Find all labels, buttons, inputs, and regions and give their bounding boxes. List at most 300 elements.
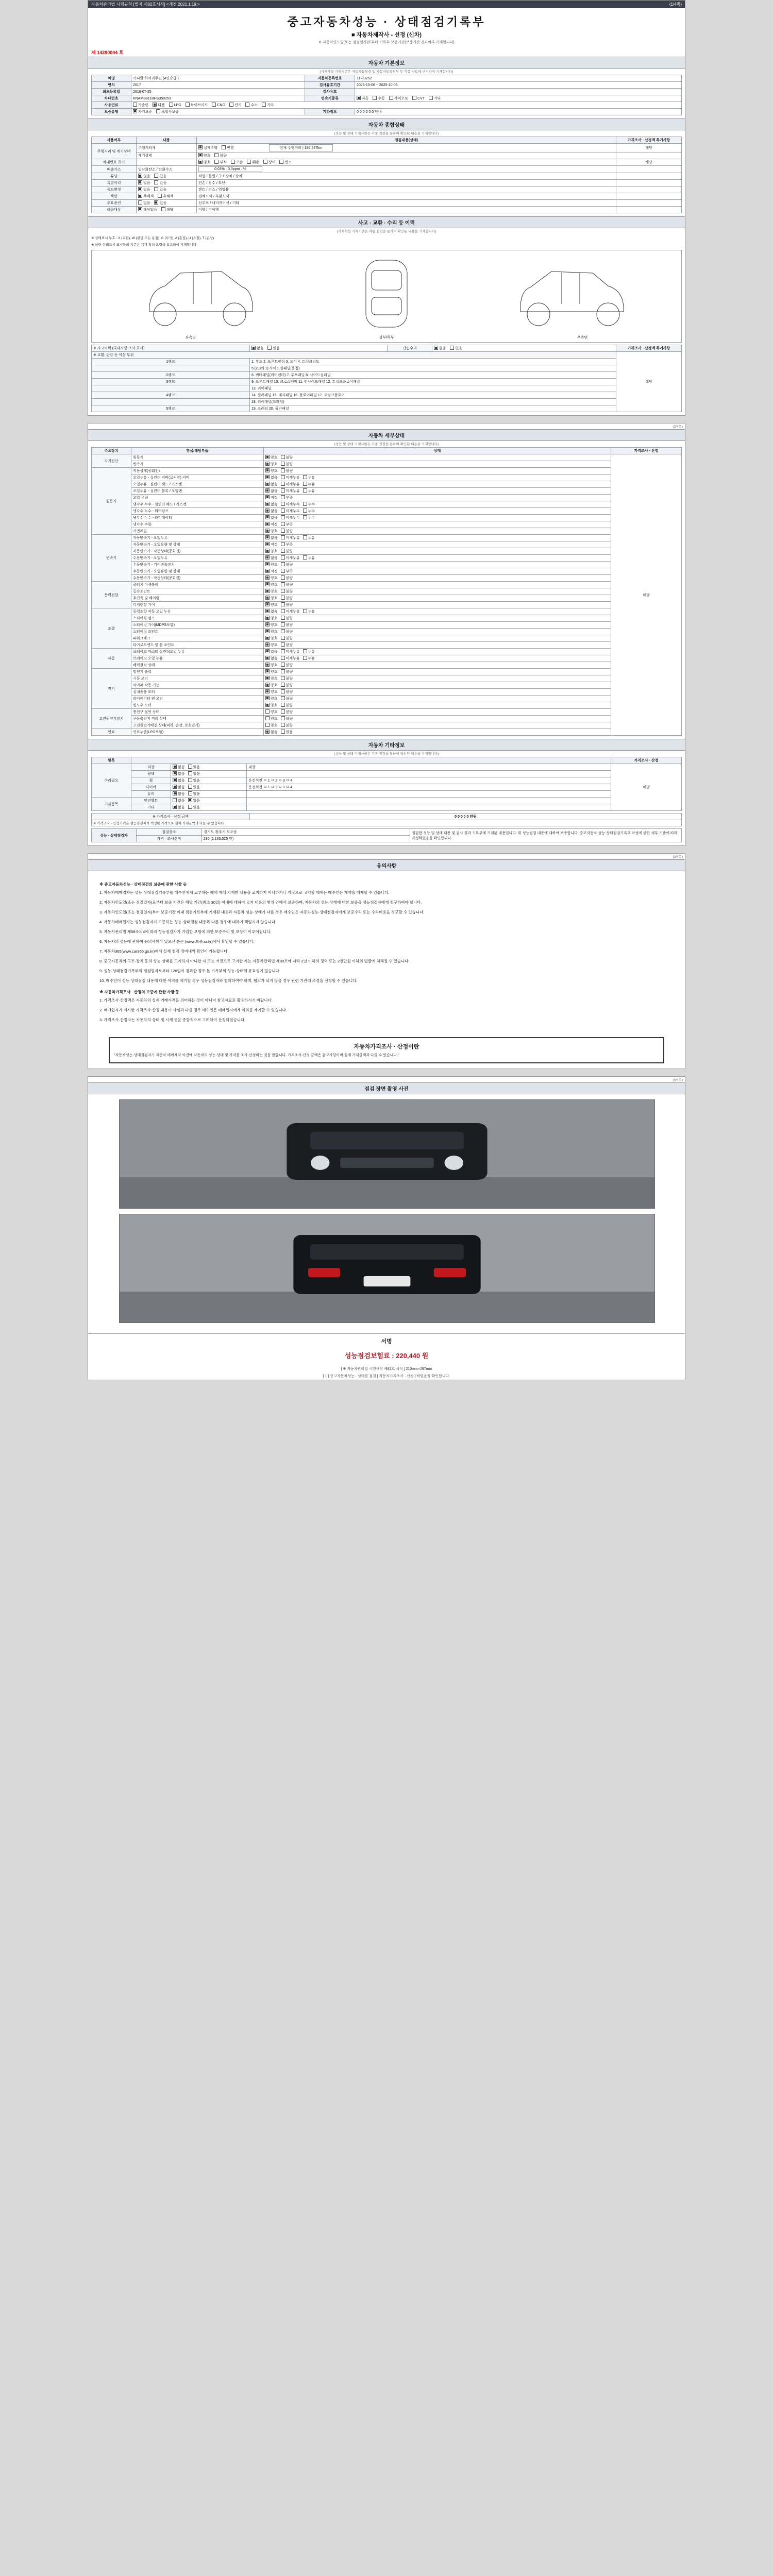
detail-item-options[interactable] bbox=[264, 501, 611, 508]
transmission-option[interactable]: 자동 bbox=[357, 96, 369, 101]
etc-option[interactable]: 있음 bbox=[188, 805, 200, 810]
detail-option[interactable]: 없음 bbox=[265, 515, 278, 520]
detail-item-options[interactable] bbox=[264, 495, 611, 501]
warranty-option[interactable]: 자기보증 bbox=[133, 109, 152, 114]
checkbox-icon[interactable] bbox=[281, 676, 285, 680]
checkbox-icon[interactable] bbox=[265, 582, 270, 586]
checkbox-icon[interactable] bbox=[281, 468, 285, 472]
detail-item-options[interactable] bbox=[264, 595, 611, 602]
overall-name-4[interactable] bbox=[137, 173, 197, 180]
checkbox-icon[interactable] bbox=[281, 689, 285, 693]
usage-change-option[interactable]: 없음 bbox=[138, 187, 150, 192]
detail-item-options[interactable] bbox=[264, 689, 611, 696]
detail-item-options[interactable] bbox=[264, 555, 611, 562]
checkbox-icon[interactable] bbox=[265, 669, 270, 673]
detail-option[interactable]: 있음 bbox=[281, 730, 293, 735]
checkbox-icon[interactable] bbox=[303, 502, 307, 506]
detail-option[interactable]: 불량 bbox=[281, 589, 293, 594]
checkbox-icon[interactable] bbox=[214, 153, 219, 157]
detail-item-options[interactable] bbox=[264, 562, 611, 568]
checkbox-icon[interactable] bbox=[303, 649, 307, 653]
fuel-option[interactable]: 기타 bbox=[262, 103, 274, 108]
detail-option[interactable]: 양호 bbox=[265, 629, 278, 634]
checkbox-icon[interactable] bbox=[156, 109, 160, 113]
etc-option[interactable]: 없음 bbox=[173, 798, 185, 803]
detail-option[interactable]: 불량 bbox=[281, 462, 293, 467]
checkbox-icon[interactable] bbox=[265, 703, 270, 707]
checkbox-icon[interactable] bbox=[265, 730, 270, 734]
warranty-option[interactable]: 보험사보증 bbox=[156, 109, 179, 114]
checkbox-icon[interactable] bbox=[265, 616, 270, 620]
detail-option[interactable]: 적정 bbox=[265, 522, 278, 527]
color-option[interactable]: 유채색 bbox=[158, 194, 173, 199]
checkbox-icon[interactable] bbox=[303, 509, 307, 513]
color-option[interactable]: 무채색 bbox=[138, 194, 154, 199]
detail-option[interactable]: 불량 bbox=[281, 709, 293, 715]
checkbox-icon[interactable] bbox=[281, 455, 285, 459]
fuel-option[interactable]: 하이브리드 bbox=[186, 103, 208, 108]
simple-repair-options[interactable] bbox=[432, 345, 616, 352]
checkbox-icon[interactable] bbox=[265, 609, 270, 613]
detail-option[interactable]: 양호 bbox=[265, 596, 278, 601]
checkbox-icon[interactable] bbox=[214, 160, 219, 164]
detail-option[interactable]: 불량 bbox=[281, 642, 293, 648]
checkbox-icon[interactable] bbox=[281, 629, 285, 633]
etc-item-options[interactable] bbox=[171, 784, 247, 791]
checkbox-icon[interactable] bbox=[265, 555, 270, 560]
detail-option[interactable]: 없음 bbox=[265, 502, 278, 507]
fuel-option[interactable]: 수소 bbox=[245, 103, 258, 108]
detail-option[interactable]: 미세누유 bbox=[281, 482, 300, 487]
detail-option[interactable]: 없음 bbox=[265, 656, 278, 661]
detail-option[interactable]: 적정 bbox=[265, 542, 278, 547]
overall-name-5[interactable] bbox=[137, 180, 197, 187]
overall-name-8[interactable] bbox=[137, 200, 197, 207]
checkbox-icon[interactable] bbox=[265, 475, 270, 479]
detail-option[interactable]: 미세누수 bbox=[281, 515, 300, 520]
detail-item-options[interactable] bbox=[264, 729, 611, 736]
checkbox-icon[interactable] bbox=[229, 103, 233, 107]
gauge-option[interactable]: 양호 bbox=[198, 153, 211, 158]
vin-option[interactable]: 부식 bbox=[214, 160, 227, 165]
etc-item-options[interactable] bbox=[171, 798, 247, 804]
accident-history-options[interactable] bbox=[250, 345, 388, 352]
checkbox-icon[interactable] bbox=[153, 103, 157, 107]
checkbox-icon[interactable] bbox=[303, 555, 307, 560]
detail-option[interactable]: 없음 bbox=[265, 649, 278, 654]
detail-option[interactable]: 누수 bbox=[303, 509, 315, 514]
detail-option[interactable]: 누유 bbox=[303, 482, 315, 487]
vin-option[interactable]: 변조 bbox=[279, 160, 292, 165]
detail-item-options[interactable] bbox=[264, 488, 611, 495]
detail-option[interactable]: 양호 bbox=[265, 716, 278, 721]
checkbox-icon[interactable] bbox=[154, 174, 158, 178]
checkbox-icon[interactable] bbox=[198, 153, 203, 157]
etc-option[interactable]: 없음 bbox=[173, 785, 185, 790]
checkbox-icon[interactable] bbox=[265, 462, 270, 466]
checkbox-icon[interactable] bbox=[281, 709, 285, 714]
detail-option[interactable]: 양호 bbox=[265, 468, 278, 473]
detail-item-options[interactable] bbox=[264, 662, 611, 669]
overall-name-9[interactable] bbox=[137, 207, 197, 213]
checkbox-icon[interactable] bbox=[263, 160, 267, 164]
checkbox-icon[interactable] bbox=[429, 96, 433, 100]
checkbox-icon[interactable] bbox=[188, 765, 192, 769]
detail-item-options[interactable] bbox=[264, 481, 611, 488]
transmission-option[interactable]: CVT bbox=[412, 96, 425, 100]
checkbox-icon[interactable] bbox=[265, 683, 270, 687]
recall-option[interactable]: 해당 bbox=[161, 207, 174, 212]
etc-item-options[interactable] bbox=[171, 791, 247, 798]
detail-item-options[interactable] bbox=[264, 655, 611, 662]
checkbox-icon[interactable] bbox=[265, 716, 270, 720]
detail-option[interactable]: 불량 bbox=[281, 529, 293, 534]
detail-option[interactable]: 양호 bbox=[265, 663, 278, 668]
fuel-option[interactable]: 가솔린 bbox=[133, 103, 148, 108]
detail-option[interactable]: 누유 bbox=[303, 475, 315, 480]
usage-change-option[interactable]: 있음 bbox=[154, 187, 166, 192]
checkbox-icon[interactable] bbox=[265, 502, 270, 506]
transmission-options[interactable] bbox=[355, 95, 682, 102]
checkbox-icon[interactable] bbox=[265, 629, 270, 633]
detail-item-options[interactable] bbox=[264, 615, 611, 622]
detail-item-options[interactable] bbox=[264, 468, 611, 474]
checkbox-icon[interactable] bbox=[265, 676, 270, 680]
detail-option[interactable]: 양호 bbox=[265, 575, 278, 581]
checkbox-icon[interactable] bbox=[265, 549, 270, 553]
detail-option[interactable]: 누유 bbox=[303, 535, 315, 540]
detail-item-options[interactable] bbox=[264, 528, 611, 535]
detail-option[interactable]: 양호 bbox=[265, 703, 278, 708]
warranty-options[interactable] bbox=[131, 109, 305, 115]
checkbox-icon[interactable] bbox=[188, 771, 192, 775]
checkbox-icon[interactable] bbox=[281, 488, 285, 493]
detail-option[interactable]: 누수 bbox=[303, 515, 315, 520]
detail-option[interactable]: 양호 bbox=[265, 582, 278, 587]
checkbox-icon[interactable] bbox=[265, 482, 270, 486]
checkbox-icon[interactable] bbox=[133, 109, 137, 113]
odometer-option[interactable]: 실제주행 bbox=[198, 145, 217, 150]
checkbox-icon[interactable] bbox=[389, 96, 393, 100]
etc-option[interactable]: 있음 bbox=[188, 771, 200, 776]
simple-repair-option[interactable]: 있음 bbox=[450, 346, 462, 351]
checkbox-icon[interactable] bbox=[247, 160, 251, 164]
detail-option[interactable]: 미세누수 bbox=[281, 509, 300, 514]
checkbox-icon[interactable] bbox=[281, 475, 285, 479]
checkbox-icon[interactable] bbox=[154, 200, 158, 205]
checkbox-icon[interactable] bbox=[173, 778, 177, 782]
detail-option[interactable]: 없음 bbox=[265, 555, 278, 561]
detail-option[interactable]: 적정 bbox=[265, 569, 278, 574]
detail-option[interactable]: 불량 bbox=[281, 616, 293, 621]
detail-option[interactable]: 불량 bbox=[281, 723, 293, 728]
detail-option[interactable]: 미세누유 bbox=[281, 535, 300, 540]
checkbox-icon[interactable] bbox=[281, 696, 285, 700]
detail-option[interactable]: 불량 bbox=[281, 549, 293, 554]
checkbox-icon[interactable] bbox=[281, 495, 285, 499]
checkbox-icon[interactable] bbox=[281, 529, 285, 533]
detail-option[interactable]: 미세누수 bbox=[281, 502, 300, 507]
detail-option[interactable]: 불량 bbox=[281, 629, 293, 634]
vin-option[interactable]: 상이 bbox=[263, 160, 276, 165]
checkbox-icon[interactable] bbox=[281, 549, 285, 553]
checkbox-icon[interactable] bbox=[281, 730, 285, 734]
detail-option[interactable]: 없음 bbox=[265, 475, 278, 480]
checkbox-icon[interactable] bbox=[412, 96, 416, 100]
detail-option[interactable]: 양호 bbox=[265, 683, 278, 688]
detail-option[interactable]: 양호 bbox=[265, 622, 278, 628]
checkbox-icon[interactable] bbox=[265, 689, 270, 693]
checkbox-icon[interactable] bbox=[158, 194, 162, 198]
overall-name-7[interactable] bbox=[137, 193, 197, 200]
detail-option[interactable]: 양호 bbox=[265, 709, 278, 715]
detail-option[interactable]: 양호 bbox=[265, 602, 278, 607]
detail-option[interactable]: 양호 bbox=[265, 616, 278, 621]
checkbox-icon[interactable] bbox=[265, 649, 270, 653]
detail-option[interactable]: 없음 bbox=[265, 509, 278, 514]
checkbox-icon[interactable] bbox=[138, 180, 142, 184]
detail-option[interactable]: 없음 bbox=[265, 488, 278, 494]
detail-option[interactable]: 불량 bbox=[281, 602, 293, 607]
fuel-option[interactable]: 전기 bbox=[229, 103, 242, 108]
detail-item-options[interactable] bbox=[264, 649, 611, 655]
checkbox-icon[interactable] bbox=[281, 555, 285, 560]
checkbox-icon[interactable] bbox=[188, 785, 192, 789]
detail-option[interactable]: 적정 bbox=[265, 495, 278, 500]
gauge-option[interactable]: 불량 bbox=[214, 153, 227, 158]
detail-option[interactable]: 불량 bbox=[281, 596, 293, 601]
checkbox-icon[interactable] bbox=[173, 785, 177, 789]
etc-item-options[interactable] bbox=[171, 804, 247, 811]
detail-option[interactable]: 양호 bbox=[265, 636, 278, 641]
detail-item-options[interactable] bbox=[264, 622, 611, 629]
checkbox-icon[interactable] bbox=[281, 656, 285, 660]
detail-option[interactable]: 누유 bbox=[303, 656, 315, 661]
checkbox-icon[interactable] bbox=[265, 575, 270, 580]
etc-option[interactable]: 있음 bbox=[188, 785, 200, 790]
special-history-option[interactable]: 있음 bbox=[154, 180, 166, 185]
detail-option[interactable]: 양호 bbox=[265, 689, 278, 694]
checkbox-icon[interactable] bbox=[281, 482, 285, 486]
checkbox-icon[interactable] bbox=[198, 160, 203, 164]
detail-option[interactable]: 부족 bbox=[281, 569, 293, 574]
checkbox-icon[interactable] bbox=[281, 569, 285, 573]
checkbox-icon[interactable] bbox=[281, 703, 285, 707]
overall-name-6[interactable] bbox=[137, 187, 197, 193]
checkbox-icon[interactable] bbox=[169, 103, 173, 107]
detail-option[interactable]: 미세누유 bbox=[281, 609, 300, 614]
checkbox-icon[interactable] bbox=[212, 103, 216, 107]
detail-item-options[interactable] bbox=[264, 709, 611, 716]
detail-option[interactable]: 미세누유 bbox=[281, 475, 300, 480]
checkbox-icon[interactable] bbox=[373, 96, 377, 100]
checkbox-icon[interactable] bbox=[265, 515, 270, 519]
checkbox-icon[interactable] bbox=[265, 509, 270, 513]
etc-option[interactable]: 있음 bbox=[188, 778, 200, 783]
checkbox-icon[interactable] bbox=[281, 609, 285, 613]
detail-item-options[interactable] bbox=[264, 629, 611, 635]
checkbox-icon[interactable] bbox=[303, 475, 307, 479]
checkbox-icon[interactable] bbox=[303, 482, 307, 486]
transmission-option[interactable]: 기타 bbox=[429, 96, 441, 101]
detail-option[interactable]: 누수 bbox=[303, 502, 315, 507]
etc-option[interactable]: 있음 bbox=[188, 798, 200, 803]
detail-item-options[interactable] bbox=[264, 702, 611, 709]
detail-option[interactable]: 미세누유 bbox=[281, 555, 300, 561]
detail-option[interactable]: 없음 bbox=[265, 609, 278, 614]
detail-option[interactable]: 불량 bbox=[281, 683, 293, 688]
checkbox-icon[interactable] bbox=[138, 207, 142, 211]
tuning-option[interactable]: 없음 bbox=[138, 174, 150, 179]
detail-option[interactable]: 누유 bbox=[303, 649, 315, 654]
etc-option[interactable]: 없음 bbox=[173, 791, 185, 796]
detail-item-options[interactable] bbox=[264, 608, 611, 615]
checkbox-icon[interactable] bbox=[281, 522, 285, 526]
checkbox-icon[interactable] bbox=[265, 642, 270, 647]
detail-option[interactable]: 부족 bbox=[281, 542, 293, 547]
etc-option[interactable]: 없음 bbox=[173, 778, 185, 783]
checkbox-icon[interactable] bbox=[231, 160, 235, 164]
detail-option[interactable]: 불량 bbox=[281, 636, 293, 641]
checkbox-icon[interactable] bbox=[281, 636, 285, 640]
detail-item-options[interactable] bbox=[264, 696, 611, 702]
checkbox-icon[interactable] bbox=[281, 515, 285, 519]
detail-option[interactable]: 불량 bbox=[281, 703, 293, 708]
detail-option[interactable]: 양호 bbox=[265, 589, 278, 594]
detail-option[interactable]: 양호 bbox=[265, 676, 278, 681]
checkbox-icon[interactable] bbox=[281, 622, 285, 626]
checkbox-icon[interactable] bbox=[265, 455, 270, 459]
checkbox-icon[interactable] bbox=[154, 180, 158, 184]
checkbox-icon[interactable] bbox=[281, 462, 285, 466]
detail-option[interactable]: 양호 bbox=[265, 642, 278, 648]
detail-item-options[interactable] bbox=[264, 541, 611, 548]
checkbox-icon[interactable] bbox=[265, 622, 270, 626]
detail-option[interactable]: 부족 bbox=[281, 522, 293, 527]
checkbox-icon[interactable] bbox=[281, 716, 285, 720]
checkbox-icon[interactable] bbox=[434, 346, 438, 350]
checkbox-icon[interactable] bbox=[281, 642, 285, 647]
detail-item-options[interactable] bbox=[264, 682, 611, 689]
detail-item-options[interactable] bbox=[264, 722, 611, 729]
detail-option[interactable]: 불량 bbox=[281, 669, 293, 674]
checkbox-icon[interactable] bbox=[281, 663, 285, 667]
detail-option[interactable]: 미세누유 bbox=[281, 649, 300, 654]
checkbox-icon[interactable] bbox=[265, 589, 270, 593]
detail-option[interactable]: 불량 bbox=[281, 696, 293, 701]
checkbox-icon[interactable] bbox=[265, 495, 270, 499]
option-equip-option[interactable]: 있음 bbox=[154, 200, 166, 206]
detail-option[interactable]: 양호 bbox=[265, 669, 278, 674]
checkbox-icon[interactable] bbox=[265, 656, 270, 660]
checkbox-icon[interactable] bbox=[173, 805, 177, 809]
checkbox-icon[interactable] bbox=[161, 207, 165, 211]
detail-option[interactable]: 미세누유 bbox=[281, 656, 300, 661]
fuel-option[interactable]: LPG bbox=[169, 103, 181, 107]
vin-option[interactable]: 훼손 bbox=[247, 160, 259, 165]
special-history-option[interactable]: 없음 bbox=[138, 180, 150, 185]
detail-option[interactable]: 양호 bbox=[265, 562, 278, 567]
detail-option[interactable]: 양호 bbox=[265, 696, 278, 701]
detail-item-options[interactable] bbox=[264, 716, 611, 722]
detail-option[interactable]: 불량 bbox=[281, 562, 293, 567]
accident-option[interactable]: 있음 bbox=[267, 346, 280, 351]
detail-option[interactable]: 없음 bbox=[265, 730, 278, 735]
detail-option[interactable]: 양호 bbox=[265, 549, 278, 554]
checkbox-icon[interactable] bbox=[173, 765, 177, 769]
checkbox-icon[interactable] bbox=[262, 103, 266, 107]
checkbox-icon[interactable] bbox=[265, 542, 270, 546]
simple-repair-option[interactable]: 없음 bbox=[434, 346, 446, 351]
checkbox-icon[interactable] bbox=[281, 535, 285, 539]
checkbox-icon[interactable] bbox=[265, 696, 270, 700]
detail-option[interactable]: 미세누유 bbox=[281, 488, 300, 494]
checkbox-icon[interactable] bbox=[281, 562, 285, 566]
checkbox-icon[interactable] bbox=[173, 771, 177, 775]
detail-option[interactable]: 없음 bbox=[265, 482, 278, 487]
transmission-option[interactable]: 수동 bbox=[373, 96, 385, 101]
checkbox-icon[interactable] bbox=[265, 663, 270, 667]
detail-item-options[interactable] bbox=[264, 535, 611, 541]
detail-item-options[interactable] bbox=[264, 508, 611, 515]
checkbox-icon[interactable] bbox=[188, 791, 192, 795]
detail-item-options[interactable] bbox=[264, 454, 611, 461]
checkbox-icon[interactable] bbox=[138, 194, 142, 198]
checkbox-icon[interactable] bbox=[281, 502, 285, 506]
detail-option[interactable]: 양호 bbox=[265, 455, 278, 460]
detail-item-options[interactable] bbox=[264, 515, 611, 521]
etc-item-options[interactable] bbox=[171, 771, 247, 777]
tuning-option[interactable]: 있음 bbox=[154, 174, 166, 179]
checkbox-icon[interactable] bbox=[303, 609, 307, 613]
checkbox-icon[interactable] bbox=[265, 562, 270, 566]
detail-option[interactable]: 불량 bbox=[281, 575, 293, 581]
checkbox-icon[interactable] bbox=[265, 488, 270, 493]
checkbox-icon[interactable] bbox=[173, 798, 177, 802]
checkbox-icon[interactable] bbox=[303, 656, 307, 660]
detail-option[interactable]: 불량 bbox=[281, 663, 293, 668]
detail-option[interactable]: 불량 bbox=[281, 455, 293, 460]
checkbox-icon[interactable] bbox=[188, 805, 192, 809]
fuel-option[interactable]: 디젤 bbox=[153, 103, 165, 108]
detail-option[interactable]: 불량 bbox=[281, 468, 293, 473]
checkbox-icon[interactable] bbox=[265, 522, 270, 526]
overall-detail-0[interactable] bbox=[197, 144, 616, 152]
checkbox-icon[interactable] bbox=[265, 602, 270, 606]
detail-option[interactable]: 양호 bbox=[265, 462, 278, 467]
checkbox-icon[interactable] bbox=[281, 669, 285, 673]
checkbox-icon[interactable] bbox=[186, 103, 190, 107]
recall-option[interactable]: 해당없음 bbox=[138, 207, 157, 212]
checkbox-icon[interactable] bbox=[303, 535, 307, 539]
overall-detail-2[interactable] bbox=[197, 159, 616, 166]
checkbox-icon[interactable] bbox=[267, 346, 272, 350]
checkbox-icon[interactable] bbox=[281, 582, 285, 586]
overall-detail-1[interactable] bbox=[197, 152, 616, 159]
checkbox-icon[interactable] bbox=[138, 187, 142, 191]
checkbox-icon[interactable] bbox=[245, 103, 249, 107]
checkbox-icon[interactable] bbox=[265, 535, 270, 539]
checkbox-icon[interactable] bbox=[303, 515, 307, 519]
checkbox-icon[interactable] bbox=[281, 602, 285, 606]
checkbox-icon[interactable] bbox=[188, 798, 192, 802]
checkbox-icon[interactable] bbox=[281, 723, 285, 727]
checkbox-icon[interactable] bbox=[265, 709, 270, 714]
detail-option[interactable]: 불량 bbox=[281, 582, 293, 587]
detail-item-options[interactable] bbox=[264, 461, 611, 468]
etc-option[interactable]: 없음 bbox=[173, 805, 185, 810]
detail-item-options[interactable] bbox=[264, 588, 611, 595]
